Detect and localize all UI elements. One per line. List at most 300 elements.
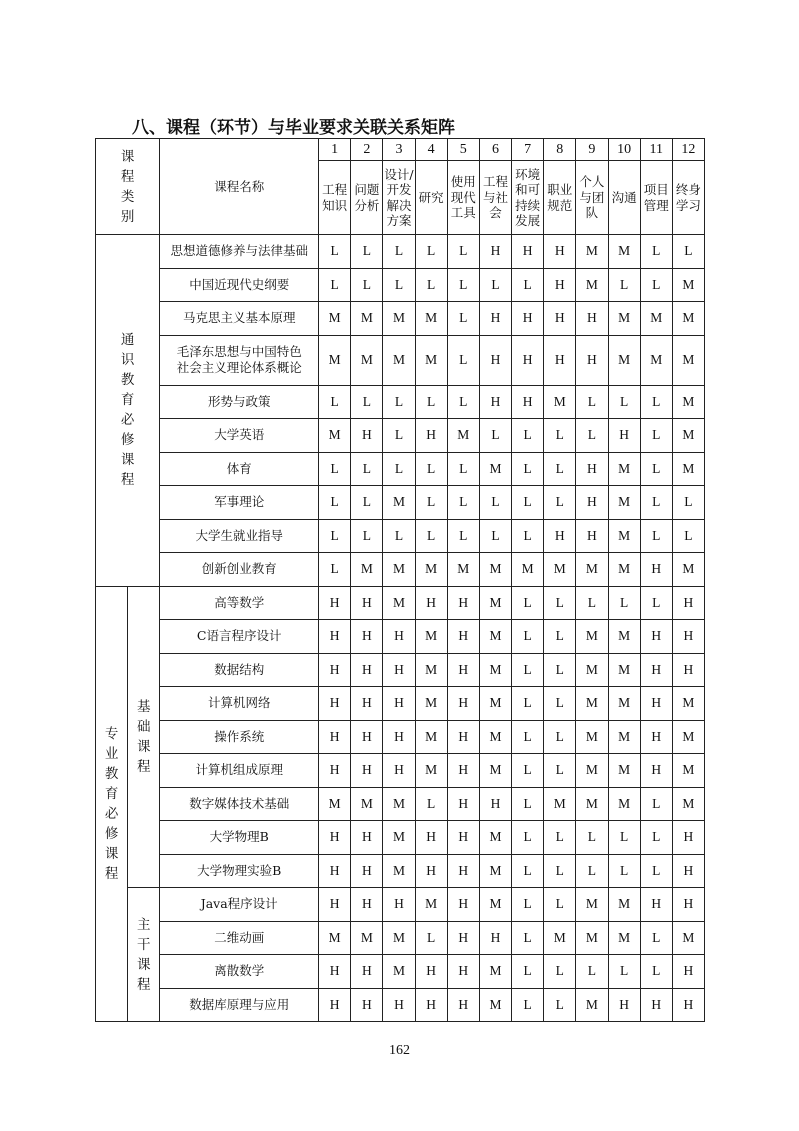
correlation-value: L — [576, 955, 608, 989]
correlation-value: M — [415, 620, 447, 654]
correlation-value: H — [672, 955, 704, 989]
correlation-value: L — [512, 988, 544, 1022]
correlation-value: M — [479, 653, 511, 687]
correlation-value: L — [319, 235, 351, 269]
correlation-value: L — [640, 586, 672, 620]
course-name: 操作系统 — [160, 720, 319, 754]
correlation-value: L — [319, 268, 351, 302]
correlation-value: L — [544, 988, 576, 1022]
correlation-value: L — [415, 235, 447, 269]
correlation-value: M — [383, 821, 415, 855]
correlation-value: L — [415, 268, 447, 302]
correlation-value: M — [608, 653, 640, 687]
correlation-value: M — [479, 720, 511, 754]
table-row — [96, 921, 705, 955]
requirement-name: 设计/开发解决方案 — [383, 161, 415, 235]
correlation-value: L — [512, 720, 544, 754]
course-requirement-matrix — [95, 138, 705, 1022]
subcategory-cell — [128, 586, 160, 888]
correlation-value: H — [415, 955, 447, 989]
correlation-value: L — [319, 553, 351, 587]
correlation-value: L — [576, 821, 608, 855]
subcategory-label: 基础课程 — [136, 698, 151, 775]
correlation-value: H — [640, 988, 672, 1022]
correlation-value: L — [512, 653, 544, 687]
correlation-value: L — [351, 268, 383, 302]
correlation-value: L — [640, 419, 672, 453]
correlation-value: L — [415, 921, 447, 955]
course-name: 二维动画 — [160, 921, 319, 955]
requirement-number: 1 — [319, 139, 351, 161]
table-row — [96, 787, 705, 821]
correlation-value: L — [640, 854, 672, 888]
correlation-value: M — [672, 720, 704, 754]
correlation-value: M — [576, 553, 608, 587]
correlation-value: L — [640, 787, 672, 821]
correlation-value: H — [479, 235, 511, 269]
requirement-number: 3 — [383, 139, 415, 161]
correlation-value: H — [447, 821, 479, 855]
correlation-value: L — [544, 586, 576, 620]
requirement-name: 工程与社会 — [479, 161, 511, 235]
course-name: 马克思主义基本原理 — [160, 302, 319, 336]
correlation-value: H — [447, 955, 479, 989]
correlation-value: M — [479, 586, 511, 620]
correlation-value: M — [351, 787, 383, 821]
correlation-value: H — [640, 653, 672, 687]
correlation-value: M — [672, 553, 704, 587]
correlation-value: M — [383, 335, 415, 385]
table-row — [96, 620, 705, 654]
correlation-value: L — [447, 385, 479, 419]
correlation-value: M — [608, 687, 640, 721]
course-name: 大学物理实验B — [160, 854, 319, 888]
correlation-value: L — [544, 452, 576, 486]
correlation-value: M — [383, 921, 415, 955]
correlation-value: L — [608, 268, 640, 302]
correlation-value: M — [383, 955, 415, 989]
table-row — [96, 955, 705, 989]
correlation-value: H — [351, 821, 383, 855]
correlation-value: H — [383, 720, 415, 754]
header-number-row — [96, 139, 705, 161]
correlation-value: M — [415, 687, 447, 721]
course-name: 大学生就业指导 — [160, 519, 319, 553]
correlation-value: H — [640, 720, 672, 754]
course-name: 创新创业教育 — [160, 553, 319, 587]
correlation-value: L — [672, 486, 704, 520]
correlation-value: L — [383, 519, 415, 553]
correlation-value: H — [512, 235, 544, 269]
course-name: 计算机组成原理 — [160, 754, 319, 788]
correlation-value: M — [415, 302, 447, 336]
correlation-value: H — [672, 888, 704, 922]
correlation-value: H — [672, 653, 704, 687]
correlation-value: L — [415, 486, 447, 520]
correlation-value: M — [319, 921, 351, 955]
correlation-value: H — [351, 888, 383, 922]
correlation-value: L — [544, 854, 576, 888]
correlation-value: L — [672, 235, 704, 269]
correlation-value: H — [319, 988, 351, 1022]
correlation-value: M — [415, 754, 447, 788]
correlation-value: H — [319, 687, 351, 721]
requirement-number: 6 — [479, 139, 511, 161]
correlation-value: M — [415, 553, 447, 587]
correlation-value: H — [319, 888, 351, 922]
correlation-value: L — [319, 486, 351, 520]
correlation-value: H — [447, 720, 479, 754]
correlation-value: L — [640, 385, 672, 419]
requirement-name: 环境和可持续发展 — [512, 161, 544, 235]
category-label: 专业教育必修课程 — [104, 725, 119, 882]
table-row — [96, 452, 705, 486]
correlation-value: M — [608, 888, 640, 922]
correlation-value: M — [608, 335, 640, 385]
correlation-value: H — [544, 235, 576, 269]
correlation-value: L — [640, 235, 672, 269]
correlation-value: M — [383, 854, 415, 888]
correlation-value: M — [383, 302, 415, 336]
course-name: 思想道德修养与法律基础 — [160, 235, 319, 269]
correlation-value: M — [512, 553, 544, 587]
correlation-value: M — [447, 553, 479, 587]
correlation-value: H — [319, 821, 351, 855]
course-name: 军事理论 — [160, 486, 319, 520]
correlation-value: H — [672, 821, 704, 855]
correlation-value: L — [479, 419, 511, 453]
correlation-value: M — [351, 921, 383, 955]
category-header — [96, 139, 160, 235]
correlation-value: H — [383, 653, 415, 687]
table-row — [96, 888, 705, 922]
category-header-label: 课程类别 — [120, 148, 135, 225]
correlation-value: H — [319, 955, 351, 989]
correlation-value: H — [415, 419, 447, 453]
correlation-value: H — [447, 687, 479, 721]
correlation-value: L — [512, 787, 544, 821]
correlation-value: M — [319, 787, 351, 821]
correlation-value: L — [415, 519, 447, 553]
correlation-value: L — [351, 385, 383, 419]
correlation-value: M — [479, 687, 511, 721]
table-row — [96, 519, 705, 553]
correlation-value: L — [447, 335, 479, 385]
correlation-value: M — [672, 687, 704, 721]
correlation-value: H — [447, 586, 479, 620]
correlation-value: L — [544, 653, 576, 687]
matrix-body — [96, 139, 705, 1022]
correlation-value: M — [672, 787, 704, 821]
category-cell — [96, 235, 160, 587]
page-title: 八、课程（环节）与毕业要求关联关系矩阵 — [132, 118, 455, 138]
requirement-number: 12 — [672, 139, 704, 161]
correlation-value: H — [319, 854, 351, 888]
correlation-value: H — [383, 754, 415, 788]
correlation-value: M — [608, 486, 640, 520]
correlation-value: M — [479, 821, 511, 855]
correlation-value: H — [672, 988, 704, 1022]
correlation-value: L — [351, 452, 383, 486]
table-row — [96, 687, 705, 721]
correlation-value: M — [351, 553, 383, 587]
correlation-value: H — [415, 854, 447, 888]
requirement-number: 4 — [415, 139, 447, 161]
correlation-value: H — [640, 687, 672, 721]
correlation-value: H — [447, 888, 479, 922]
category-cell — [96, 586, 128, 1022]
correlation-value: M — [544, 385, 576, 419]
correlation-value: M — [479, 620, 511, 654]
correlation-value: M — [608, 787, 640, 821]
correlation-value: H — [672, 854, 704, 888]
correlation-value: M — [576, 754, 608, 788]
correlation-value: H — [640, 754, 672, 788]
correlation-value: L — [512, 754, 544, 788]
correlation-value: L — [447, 519, 479, 553]
correlation-value: L — [351, 519, 383, 553]
correlation-value: L — [512, 452, 544, 486]
correlation-value: H — [351, 586, 383, 620]
table-row — [96, 720, 705, 754]
correlation-value: H — [351, 955, 383, 989]
table-row — [96, 553, 705, 587]
correlation-value: L — [319, 385, 351, 419]
correlation-value: M — [608, 620, 640, 654]
correlation-value: H — [447, 988, 479, 1022]
correlation-value: L — [512, 921, 544, 955]
table-row — [96, 821, 705, 855]
correlation-value: L — [383, 268, 415, 302]
correlation-value: M — [608, 754, 640, 788]
correlation-value: M — [479, 854, 511, 888]
correlation-value: L — [512, 419, 544, 453]
correlation-value: L — [512, 888, 544, 922]
correlation-value: H — [415, 586, 447, 620]
correlation-value: M — [608, 720, 640, 754]
correlation-value: L — [479, 519, 511, 553]
correlation-value: H — [319, 620, 351, 654]
correlation-value: M — [383, 787, 415, 821]
correlation-value: M — [319, 302, 351, 336]
correlation-value: L — [576, 385, 608, 419]
requirement-name: 沟通 — [608, 161, 640, 235]
correlation-value: M — [415, 720, 447, 754]
correlation-value: L — [351, 486, 383, 520]
requirement-number: 9 — [576, 139, 608, 161]
correlation-value: M — [672, 385, 704, 419]
correlation-value: L — [640, 486, 672, 520]
table-row — [96, 754, 705, 788]
table-row — [96, 988, 705, 1022]
correlation-value: L — [544, 419, 576, 453]
correlation-value: L — [544, 955, 576, 989]
correlation-value: M — [576, 988, 608, 1022]
correlation-value: H — [351, 687, 383, 721]
correlation-value: L — [608, 821, 640, 855]
correlation-value: M — [576, 921, 608, 955]
table-row — [96, 235, 705, 269]
correlation-value: H — [383, 687, 415, 721]
correlation-value: L — [608, 854, 640, 888]
correlation-value: M — [640, 335, 672, 385]
correlation-value: L — [447, 486, 479, 520]
page-number: 162 — [389, 1043, 410, 1058]
course-name: 数据库原理与应用 — [160, 988, 319, 1022]
correlation-value: L — [512, 268, 544, 302]
correlation-value: H — [544, 335, 576, 385]
requirement-number: 2 — [351, 139, 383, 161]
correlation-value: M — [608, 235, 640, 269]
correlation-value: L — [544, 888, 576, 922]
requirement-name: 工程知识 — [319, 161, 351, 235]
requirement-name: 个人与团队 — [576, 161, 608, 235]
correlation-value: H — [319, 653, 351, 687]
correlation-value: H — [319, 586, 351, 620]
table-row — [96, 302, 705, 336]
correlation-value: M — [576, 787, 608, 821]
correlation-value: M — [608, 302, 640, 336]
correlation-value: L — [383, 235, 415, 269]
correlation-value: H — [512, 302, 544, 336]
correlation-value: H — [319, 720, 351, 754]
correlation-value: H — [576, 335, 608, 385]
subcategory-label: 主干课程 — [136, 916, 151, 993]
correlation-value: H — [479, 302, 511, 336]
correlation-value: H — [544, 519, 576, 553]
correlation-value: L — [640, 921, 672, 955]
correlation-value: L — [447, 302, 479, 336]
course-name: 中国近现代史纲要 — [160, 268, 319, 302]
correlation-value: M — [351, 302, 383, 336]
course-name: 体育 — [160, 452, 319, 486]
correlation-value: M — [576, 653, 608, 687]
correlation-value: M — [415, 888, 447, 922]
course-name: Java程序设计 — [160, 888, 319, 922]
correlation-value: H — [383, 988, 415, 1022]
correlation-value: L — [415, 385, 447, 419]
correlation-value: L — [640, 452, 672, 486]
correlation-value: L — [447, 235, 479, 269]
correlation-value: M — [479, 988, 511, 1022]
correlation-value: L — [415, 452, 447, 486]
correlation-value: H — [351, 720, 383, 754]
correlation-value: M — [544, 787, 576, 821]
subcategory-cell — [128, 888, 160, 1022]
correlation-value: H — [479, 787, 511, 821]
correlation-value: L — [576, 586, 608, 620]
correlation-value: H — [608, 419, 640, 453]
correlation-value: M — [479, 754, 511, 788]
table-row — [96, 486, 705, 520]
correlation-value: L — [383, 419, 415, 453]
requirement-number: 5 — [447, 139, 479, 161]
requirement-number: 11 — [640, 139, 672, 161]
correlation-value: M — [479, 955, 511, 989]
correlation-value: L — [576, 854, 608, 888]
correlation-value: H — [351, 653, 383, 687]
correlation-value: H — [576, 302, 608, 336]
table-row — [96, 586, 705, 620]
correlation-value: L — [640, 268, 672, 302]
correlation-value: L — [479, 268, 511, 302]
correlation-value: L — [415, 787, 447, 821]
correlation-value: M — [479, 452, 511, 486]
table-row — [96, 653, 705, 687]
correlation-value: H — [351, 419, 383, 453]
correlation-value: H — [672, 586, 704, 620]
requirement-name: 项目管理 — [640, 161, 672, 235]
correlation-value: L — [544, 620, 576, 654]
correlation-value: H — [576, 519, 608, 553]
correlation-value: H — [447, 754, 479, 788]
requirement-number: 8 — [544, 139, 576, 161]
course-name: 数字媒体技术基础 — [160, 787, 319, 821]
course-name-header: 课程名称 — [160, 139, 319, 235]
correlation-value: H — [640, 553, 672, 587]
correlation-value: M — [608, 553, 640, 587]
course-name: 大学物理B — [160, 821, 319, 855]
course-name: 形势与政策 — [160, 385, 319, 419]
correlation-value: L — [319, 452, 351, 486]
correlation-value: H — [447, 620, 479, 654]
requirement-name: 职业规范 — [544, 161, 576, 235]
correlation-value: H — [640, 888, 672, 922]
correlation-value: H — [512, 385, 544, 419]
correlation-value: M — [383, 586, 415, 620]
course-name: 毛泽东思想与中国特色社会主义理论体系概论 — [160, 335, 319, 385]
course-name: 高等数学 — [160, 586, 319, 620]
correlation-value: M — [576, 888, 608, 922]
correlation-value: L — [512, 586, 544, 620]
correlation-value: L — [640, 955, 672, 989]
course-name: C语言程序设计 — [160, 620, 319, 654]
requirement-number: 7 — [512, 139, 544, 161]
table-row — [96, 268, 705, 302]
correlation-value: H — [576, 486, 608, 520]
correlation-value: L — [640, 519, 672, 553]
correlation-value: H — [351, 854, 383, 888]
correlation-value: M — [576, 687, 608, 721]
correlation-value: H — [608, 988, 640, 1022]
requirement-name: 使用现代工具 — [447, 161, 479, 235]
correlation-value: L — [383, 452, 415, 486]
correlation-value: M — [640, 302, 672, 336]
correlation-value: H — [383, 620, 415, 654]
correlation-value: H — [319, 754, 351, 788]
table-row — [96, 335, 705, 385]
correlation-value: M — [319, 335, 351, 385]
correlation-value: H — [351, 620, 383, 654]
correlation-value: H — [383, 888, 415, 922]
category-label: 通识教育必修课程 — [120, 332, 135, 489]
correlation-value: L — [351, 235, 383, 269]
correlation-value: M — [608, 921, 640, 955]
correlation-value: H — [447, 921, 479, 955]
correlation-value: H — [415, 821, 447, 855]
correlation-value: M — [544, 921, 576, 955]
correlation-value: L — [608, 385, 640, 419]
correlation-value: L — [544, 486, 576, 520]
requirement-name: 问题分析 — [351, 161, 383, 235]
correlation-value: H — [479, 921, 511, 955]
correlation-value: H — [576, 452, 608, 486]
correlation-value: H — [512, 335, 544, 385]
correlation-value: M — [383, 486, 415, 520]
table-row — [96, 419, 705, 453]
table-row — [96, 385, 705, 419]
correlation-value: L — [512, 687, 544, 721]
